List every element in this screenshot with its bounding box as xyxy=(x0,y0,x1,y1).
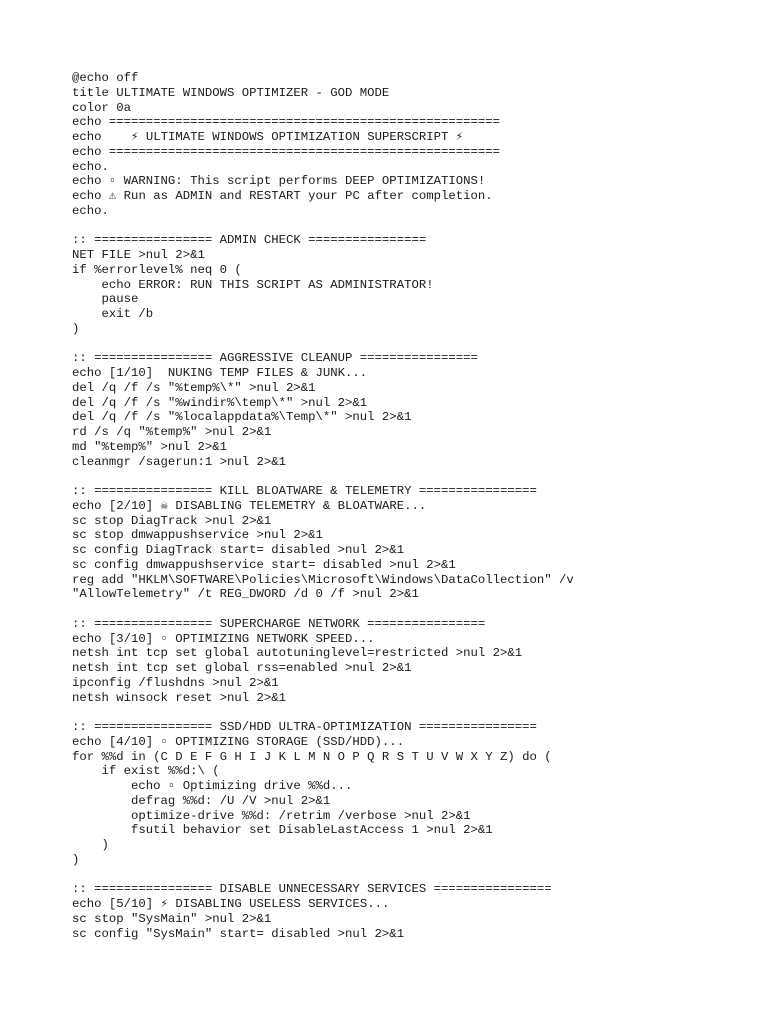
code-line: sc stop "SysMain" >nul 2>&1 xyxy=(72,911,272,926)
code-line: ) xyxy=(72,838,109,852)
code-line: :: ================ SUPERCHARGE NETWORK ================ xyxy=(72,616,486,631)
code-line: sc stop dmwappushservice >nul 2>&1 xyxy=(72,528,323,543)
code-line xyxy=(72,868,574,883)
code-line: "AllowTelemetry" /t REG_DWORD /d 0 /f >nul 2>&1 xyxy=(72,587,419,602)
code-line: pause xyxy=(72,292,139,307)
code-line: color 0a xyxy=(72,100,132,115)
code-line: :: ================ ADMIN CHECK ================ xyxy=(72,233,427,248)
code-line: for %%d in (C D E F G H I J K L M N O P Q R S T U V W X Y Z) do ( xyxy=(72,749,552,764)
code-line: @echo off xyxy=(72,71,139,85)
code-line: echo ▫ WARNING: This script performs DEEP OPTIMIZATIONS! xyxy=(72,174,486,189)
code-line xyxy=(72,219,574,234)
code-line: netsh winsock reset >nul 2>&1 xyxy=(72,690,287,705)
batch-script-code xyxy=(72,71,574,941)
code-line: echo ===================================================== xyxy=(72,144,501,159)
code-line: sc config DiagTrack start= disabled >nul 2>&1 xyxy=(72,543,405,557)
code-line: del /q /f /s "%temp%\*" >nul 2>&1 xyxy=(72,380,316,395)
code-line: :: ================ SSD/HDD ULTRA-OPTIMIZATION ================ xyxy=(72,720,537,734)
code-line: fsutil behavior set DisableLastAccess 1 >nul 2>&1 xyxy=(72,823,493,838)
code-line: :: ================ DISABLE UNNECESSARY SERVICES ================ xyxy=(72,882,552,897)
code-line: optimize-drive %%d: /retrim /verbose >nul 2>&1 xyxy=(72,808,471,823)
code-line: echo. xyxy=(72,203,109,218)
code-line: echo [2/10] ☠ DISABLING TELEMETRY & BLOATWARE... xyxy=(72,498,427,513)
code-line: if %errorlevel% neq 0 ( xyxy=(72,262,242,277)
code-line: echo ▫ Optimizing drive %%d... xyxy=(72,779,353,793)
code-line xyxy=(72,602,574,617)
code-line: :: ================ AGGRESSIVE CLEANUP ================ xyxy=(72,351,478,366)
code-line: sc config dmwappushservice start= disabled >nul 2>&1 xyxy=(72,557,456,572)
code-line: echo ⚠ Run as ADMIN and RESTART your PC after completion. xyxy=(72,189,493,203)
code-line: netsh int tcp set global autotuninglevel=restricted >nul 2>&1 xyxy=(72,646,523,661)
code-line: echo ERROR: RUN THIS SCRIPT AS ADMINISTRATOR! xyxy=(72,277,434,292)
code-line: ipconfig /flushdns >nul 2>&1 xyxy=(72,675,279,690)
code-line: sc config "SysMain" start= disabled >nul 2>&1 xyxy=(72,926,405,941)
code-line: sc stop DiagTrack >nul 2>&1 xyxy=(72,513,272,528)
code-line: title ULTIMATE WINDOWS OPTIMIZER - GOD MODE xyxy=(72,85,390,100)
code-line: echo ⚡ ULTIMATE WINDOWS OPTIMIZATION SUPERSCRIPT ⚡ xyxy=(72,130,464,144)
code-line: NET FILE >nul 2>&1 xyxy=(72,248,205,262)
code-line xyxy=(72,705,574,720)
code-line: del /q /f /s "%localappdata%\Temp\*" >nul 2>&1 xyxy=(72,410,412,425)
code-line: exit /b xyxy=(72,307,154,321)
code-line: ) xyxy=(72,321,80,336)
code-line: :: ================ KILL BLOATWARE & TELEMETRY ================ xyxy=(72,484,537,498)
code-line: echo [5/10] ⚡ DISABLING USELESS SERVICES... xyxy=(72,897,390,911)
code-line: netsh int tcp set global rss=enabled >nul 2>&1 xyxy=(72,661,412,675)
code-line xyxy=(72,469,574,484)
code-line: echo ===================================================== xyxy=(72,115,501,130)
code-line: defrag %%d: /U /V >nul 2>&1 xyxy=(72,793,331,808)
code-line: rd /s /q "%temp%" >nul 2>&1 xyxy=(72,425,272,439)
code-line: echo [1/10] NUKING TEMP FILES & JUNK... xyxy=(72,366,368,380)
code-line: md "%temp%" >nul 2>&1 xyxy=(72,439,227,454)
code-line: reg add "HKLM\SOFTWARE\Policies\Microsoft\Windows\DataCollection" /v xyxy=(72,572,574,587)
code-line: echo. xyxy=(72,159,109,174)
code-line: cleanmgr /sagerun:1 >nul 2>&1 xyxy=(72,454,287,469)
code-line: echo [3/10] ▫ OPTIMIZING NETWORK SPEED... xyxy=(72,631,375,646)
code-line: if exist %%d:\ ( xyxy=(72,764,220,779)
code-line: ) xyxy=(72,852,80,867)
code-line xyxy=(72,337,574,352)
code-line: echo [4/10] ▫ OPTIMIZING STORAGE (SSD/HDD)... xyxy=(72,734,405,749)
code-line: del /q /f /s "%windir%\temp\*" >nul 2>&1 xyxy=(72,395,368,410)
